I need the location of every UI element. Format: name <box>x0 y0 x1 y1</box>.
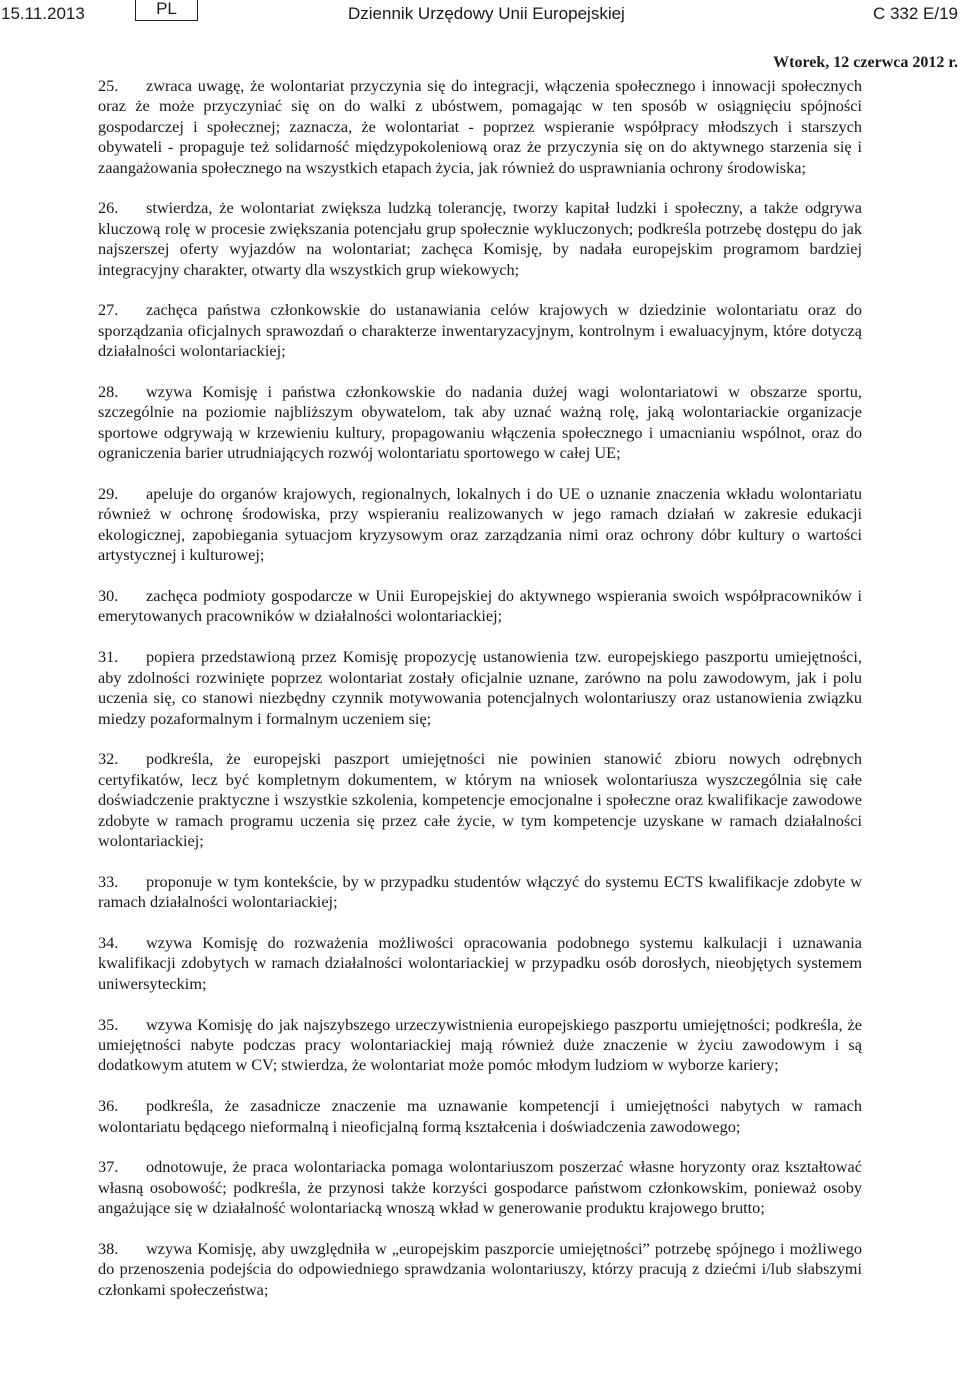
paragraph-text: wzywa Komisję, aby uwzględniła w „europejskim paszporcie umiejętności” potrzebę spójnego i możliwego do przenoszenia podejścia do odpowiedniego sprawdzania wolontariuszy, którzy pracują z dziećmi i/lub słabszymi członkami społeczeństwa; <box>98 1238 862 1299</box>
paragraph <box>98 647 862 729</box>
paragraph-number: 38. <box>98 1238 119 1258</box>
paragraph-text: zachęca państwa członkowskie do ustanawiania celów krajowych w dziedzinie wolontariatu oraz do sporządzania oficjalnych sprawozdań o charakterze inwentaryzacyjnym, kontrolnym i ewaluacyjnym, które dotyczą działalności wolontariackiej; <box>98 300 862 361</box>
paragraph-text: apeluje do organów krajowych, regionalnych, lokalnych i do UE o uznanie znaczenia wkładu wolontariatu również w ochronę środowiska, przy wspieraniu realizowanych w jego ramach działań w zakresie edukacji ekologicznej, zapobiegania sytuacjom kryzysowym oraz zarządzania nimi oraz ochrony dóbr kultury o wartości artystycznej i kulturowej; <box>98 484 862 565</box>
paragraph <box>98 1239 862 1300</box>
paragraph-text: zwraca uwagę, że wolontariat przyczynia się do integracji, włączenia społecznego i innowacji społecznych oraz że może przyczyniać się on do walki z ubóstwem, pomagając w ten sposób w osiągnięciu spójności gospodarczej i społecznej; zaznacza, że wolontariat - poprzez wspieranie współpracy młodszych i starszych obywateli - propaguje też solidarność międzypokoleniową oraz że przyczynia się on do aktywnego starzenia się i zaangażowania społecznego na wszystkich etapach życia, jak również do usprawniania ochrony środowiska; <box>98 76 862 177</box>
paragraph-number: 32. <box>98 749 119 769</box>
paragraph-text: odnotowuje, że praca wolontariacka pomaga wolontariuszom poszerzać własne horyzonty oraz kształtować własną osobowość; podkreśla, że przynosi także korzyści gospodarce państwom członkowskim, ponieważ osoby angażujące się w działalność wolontariacką wnoszą wkład w generowanie produktu krajowego brutto; <box>98 1157 862 1218</box>
paragraph <box>98 198 862 280</box>
paragraph <box>98 76 862 178</box>
journal-reference: C 332 E/19 <box>872 4 958 23</box>
paragraph-number: 30. <box>98 586 119 606</box>
paragraph <box>98 300 862 361</box>
paragraph-number: 28. <box>98 382 119 402</box>
sitting-date: Wtorek, 12 czerwca 2012 r. <box>773 54 958 71</box>
paragraph-number: 31. <box>98 647 119 667</box>
document-body <box>98 76 862 1321</box>
paragraph-number: 27. <box>98 300 119 320</box>
paragraph-text: wzywa Komisję i państwa członkowskie do nadania dużej wagi wolontariatowi w obszarze sportu, szczególnie na poziomie najbliższym obywatelom, tak aby uznać ważną rolę, jaką wolontariackie organizacje sportowe odgrywają w krzewieniu kultury, propagowaniu włączenia społecznego i umacnianiu wspólnot, oraz do ograniczenia barier utrudniających rozwój wolontariatu sportowego w całej UE; <box>98 382 862 463</box>
paragraph <box>98 586 862 627</box>
paragraph-text: wzywa Komisję do jak najszybszego urzeczywistnienia europejskiego paszportu umiejętności; podkreśla, że umiejętności nabyte podczas pracy wolontariackiej mają również duże znaczenie w życiu zawodowym i są dodatkowym atutem w CV; stwierdza, że wolontariat może pomóc młodym ludziom w wyborze kariery; <box>98 1014 862 1075</box>
language-badge: PL <box>135 0 198 21</box>
paragraph-number: 34. <box>98 932 119 952</box>
paragraph <box>98 1015 862 1076</box>
paragraph-number: 36. <box>98 1096 119 1116</box>
paragraph <box>98 484 862 566</box>
paragraph-text: zachęca podmioty gospodarcze w Unii Europejskiej do aktywnego wspierania swoich współpracowników i emerytowanych pracowników w działalności wolontariackiej; <box>98 586 862 626</box>
paragraph-number: 37. <box>98 1157 119 1177</box>
paragraph <box>98 1096 862 1137</box>
journal-title: Dziennik Urzędowy Unii Europejskiej <box>348 4 625 23</box>
paragraph-number: 25. <box>98 76 119 95</box>
paragraph-text: proponuje w tym kontekście, by w przypadku studentów włączyć do systemu ECTS kwalifikacje zdobyte w ramach działalności wolontariackiej; <box>98 871 862 912</box>
paragraph-text: popiera przedstawioną przez Komisję propozycję ustanowienia tzw. europejskiego paszportu umiejętności, aby zdolności rozwinięte poprzez wolontariat zostały oficjalnie uznane, zarówno na polu zawodowym, jak i polu uczenia się, co stanowi niezbędny czynnik motywowania potencjalnych wolontariuszy oraz ustanowienia związku miedzy pozaformalnym i formalnym uczeniem się; <box>98 647 862 728</box>
paragraph-text: stwierdza, że wolontariat zwiększa ludzką tolerancję, tworzy kapitał ludzki i społeczny, a także odgrywa kluczową rolę w procesie zwiększania potencjału grup społecznie wykluczonych; podkreśla potrzebę dostępu do jak najszerszej oferty wyjazdów na wolontariat; zachęca Komisję, by nadała europejskim programom bardziej integracyjny charakter, otwarty dla wszystkich grup wiekowych; <box>98 198 862 279</box>
paragraph <box>98 749 862 851</box>
paragraph-text: podkreśla, że zasadnicze znaczenie ma uznawanie kompetencji i umiejętności nabytych w ramach wolontariatu będącego nieformalną i nieoficjalną formą kształcenia i doświadczenia zawodowego; <box>98 1096 862 1136</box>
paragraph-number: 29. <box>98 484 119 504</box>
paragraph <box>98 382 862 464</box>
publication-date: 15.11.2013 <box>1 4 85 23</box>
paragraph-text: wzywa Komisję do rozważenia możliwości opracowania podobnego systemu kalkulacji i uznawania kwalifikacji zdobytych w ramach działalności wolontariackiej w przypadku osób dorosłych, nieobjętych systemem uniwersyteckim; <box>98 932 862 993</box>
paragraph-number: 26. <box>98 198 119 218</box>
paragraph-number: 33. <box>98 871 119 891</box>
paragraph <box>98 1157 862 1218</box>
page-header <box>0 0 960 30</box>
paragraph-number: 35. <box>98 1014 119 1034</box>
paragraph <box>98 872 862 913</box>
paragraph <box>98 933 862 994</box>
paragraph-text: podkreśla, że europejski paszport umiejętności nie powinien stanowić zbioru nowych odrębnych certyfikatów, lecz być kompletnym dokumentem, w którym na wniosek wolontariusza wyszczególnia się całe doświadczenie praktyczne i wszystkie szkolenia, kompetencje emocjonalne i społeczne oraz kwalifikacje zawodowe zdobyte w ramach programu uczenia się przez całe życie, w tym kompetencje uzyskane w ramach działalności wolontariackiej; <box>98 749 862 850</box>
